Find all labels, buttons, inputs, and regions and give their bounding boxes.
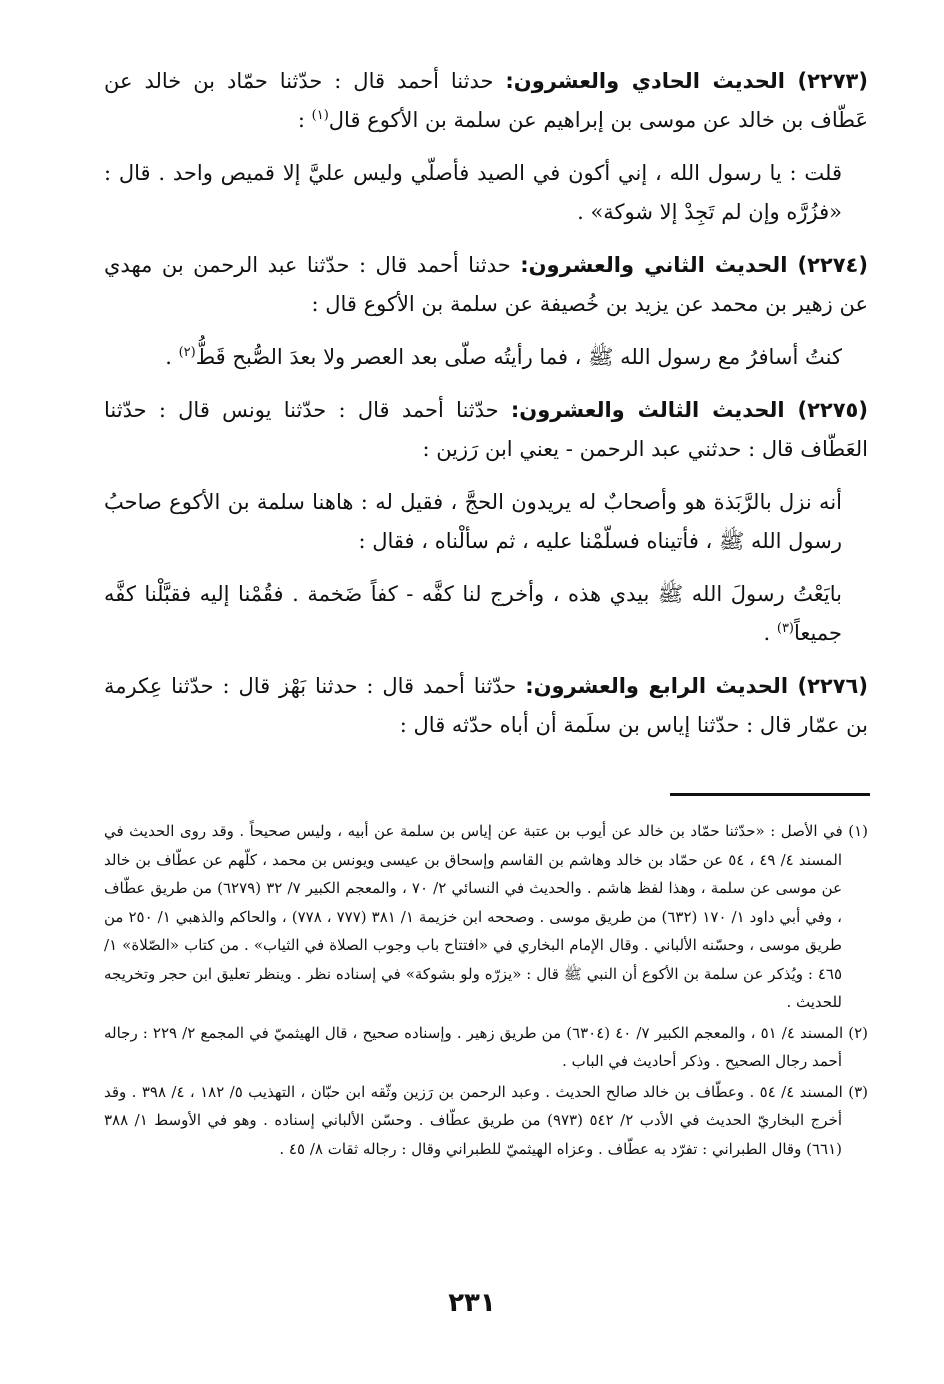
hadith-2275-matn-2	[104, 575, 868, 653]
hadith-2273-isnad	[104, 62, 868, 140]
hadith-2275-matn-2-text: بايَعْتُ رسولَ الله ﷺ بيدي هذه ، وأخرج لنا كفَّه - كفاً ضَخمة . فقُمْنا إليه فقبَّلْنا كفَّه جميعاً	[104, 582, 842, 645]
hadith-2276-heading: (٢٢٧٦) الحديث الرابع والعشرون:	[525, 674, 868, 698]
footnote-ref-3: (٣)	[776, 621, 794, 636]
footnote-2: (٢) المسند ٤/ ٥١ ، والمعجم الكبير ٧/ ٤٠ (٦٣٠٤) من طريق زهير . وإسناده صحيح ، قال الهيثميّ في المجمع ٢/ ٢٢٩ : رجاله أحمد رجال الصحيح . وذكر أحاديث في الباب .	[104, 1023, 868, 1070]
hadith-2273-heading: (٢٢٧٣) الحديث الحادي والعشرون:	[505, 69, 868, 93]
footnote-ref-1: (١)	[311, 108, 329, 123]
footnotes	[104, 817, 868, 1165]
hadith-2275-matn-end: .	[763, 621, 777, 645]
hadith-2274-isnad	[104, 246, 868, 324]
hadith-2276-isnad	[104, 667, 868, 745]
footnote-separator	[670, 793, 870, 796]
hadith-2275-isnad	[104, 391, 868, 469]
hadith-2275-matn-1: أنه نزل بالرَّبَذة هو وأصحابٌ له يريدون الحجَّ ، فقيل له : هاهنا سلمة بن الأكوع صاحبُ رسول الله ﷺ ، فأتيناه فسلّمْنا عليه ، ثم سألْناه ، فقال :	[104, 490, 842, 553]
page-number: ٢٣١	[448, 1288, 496, 1318]
hadith-2274-matn-end: .	[165, 345, 179, 369]
hadith-2273-isnad-end: :	[297, 108, 312, 132]
hadith-2275-isnad-text: حدّثنا أحمد قال : حدّثنا يونس قال : حدّثنا العَطّاف قال : حدثني عبد الرحمن - يعني ابن رَزين :	[104, 398, 868, 461]
hadith-2274-heading: (٢٢٧٤) الحديث الثاني والعشرون:	[520, 253, 868, 277]
footnote-ref-2: (٢)	[178, 345, 196, 360]
main-text	[104, 62, 868, 759]
hadith-2273-isnad-text: حدثنا أحمد قال : حدّثنا حمّاد بن خالد عن عَطّاف بن خالد عن موسى بن إبراهيم عن سلمة بن الأكوع قال	[104, 69, 868, 132]
hadith-2275-heading: (٢٢٧٥) الحديث الثالث والعشرون:	[510, 398, 868, 422]
hadith-2273-matn: قلت : يا رسول الله ، إني أكون في الصيد فأصلّي وليس عليَّ إلا قميص واحد . قال : «فزُرَّه وإن لم تَجِدْ إلا شوكة» .	[104, 161, 842, 224]
footnote-1: (١) في الأصل : «حدّثنا حمّاد بن خالد عن أيوب بن عتبة عن إياس بن سلمة عن أبيه ، وليس صحيحاً . وقد روى الحديث في المسند ٤/ ٤٩ ، ٥٤ عن حمّاد بن خالد وهاشم بن القاسم وإسحاق بن عيسى ويونس بن محمد ، كلّهم عن عطّاف بن خالد عن موسى عن سلمة ، وهذا لفظ هاشم . والحديث في النسائي ٢/ ٧٠ ، والمعجم الكبير ٧/ ٣٢ (٦٢٧٩) من طريق عطّاف ، وفي أبي داود ١/ ١٧٠ (٦٣٢) من طريق موسى . وصححه ابن خزيمة ١/ ٣٨١ (٧٧٧ ، ٧٧٨) ، والحاكم والذهبي ١/ ٢٥٠ من طريق موسى ، وحسّنه الألباني . وقال الإمام البخاري في «افتتاح باب وجوب الصلاة في الثياب» . من كتاب «الصّلاة» ١/ ٤٦٥ : ويُذكر عن سلمة بن الأكوع أن النبي ﷺ قال : «يزرّه ولو بشوكة» في إسناده نظر . وينظر تعليق ابن حجر وتخريجه للحديث .	[104, 822, 868, 1011]
hadith-2276-isnad-text: حدّثنا أحمد قال : حدثنا بَهْز قال : حدّثنا عِكرمة بن عمّار قال : حدّثنا إياس بن سلَمة أن أباه حدّثه قال :	[104, 674, 868, 737]
hadith-2274-isnad-text: حدثنا أحمد قال : حدّثنا عبد الرحمن بن مهدي عن زهير بن محمد عن يزيد بن خُصيفة عن سلمة بن الأكوع قال :	[104, 253, 868, 316]
hadith-2274-matn-text: كنتُ أسافرُ مع رسول الله ﷺ ، فما رأيتُه صلّى بعد العصر ولا بعدَ الصُّبح قَطُّ	[195, 345, 842, 369]
footnote-3: (٣) المسند ٤/ ٥٤ . وعطّاف بن خالد صالح الحديث . وعبد الرحمن بن رَزين وثّقه ابن حبّان ، التهذيب ٥/ ١٨٢ ، ٤/ ٣٩٨ . وقد أخرج البخاريّ الحديث في الأدب ٢/ ٥٤٢ (٩٧٣) من طريق عطّاف . وحسّن الألباني إسناده . وهو في الأوسط ١/ ٣٨٨ (٦٦١) وقال الطبراني : تفرّد به عطّاف . وعزاه الهيثميّ للطبراني وقال : رجاله ثقات ٨/ ٤٥ .	[104, 1082, 869, 1158]
hadith-2274-matn	[104, 338, 868, 377]
